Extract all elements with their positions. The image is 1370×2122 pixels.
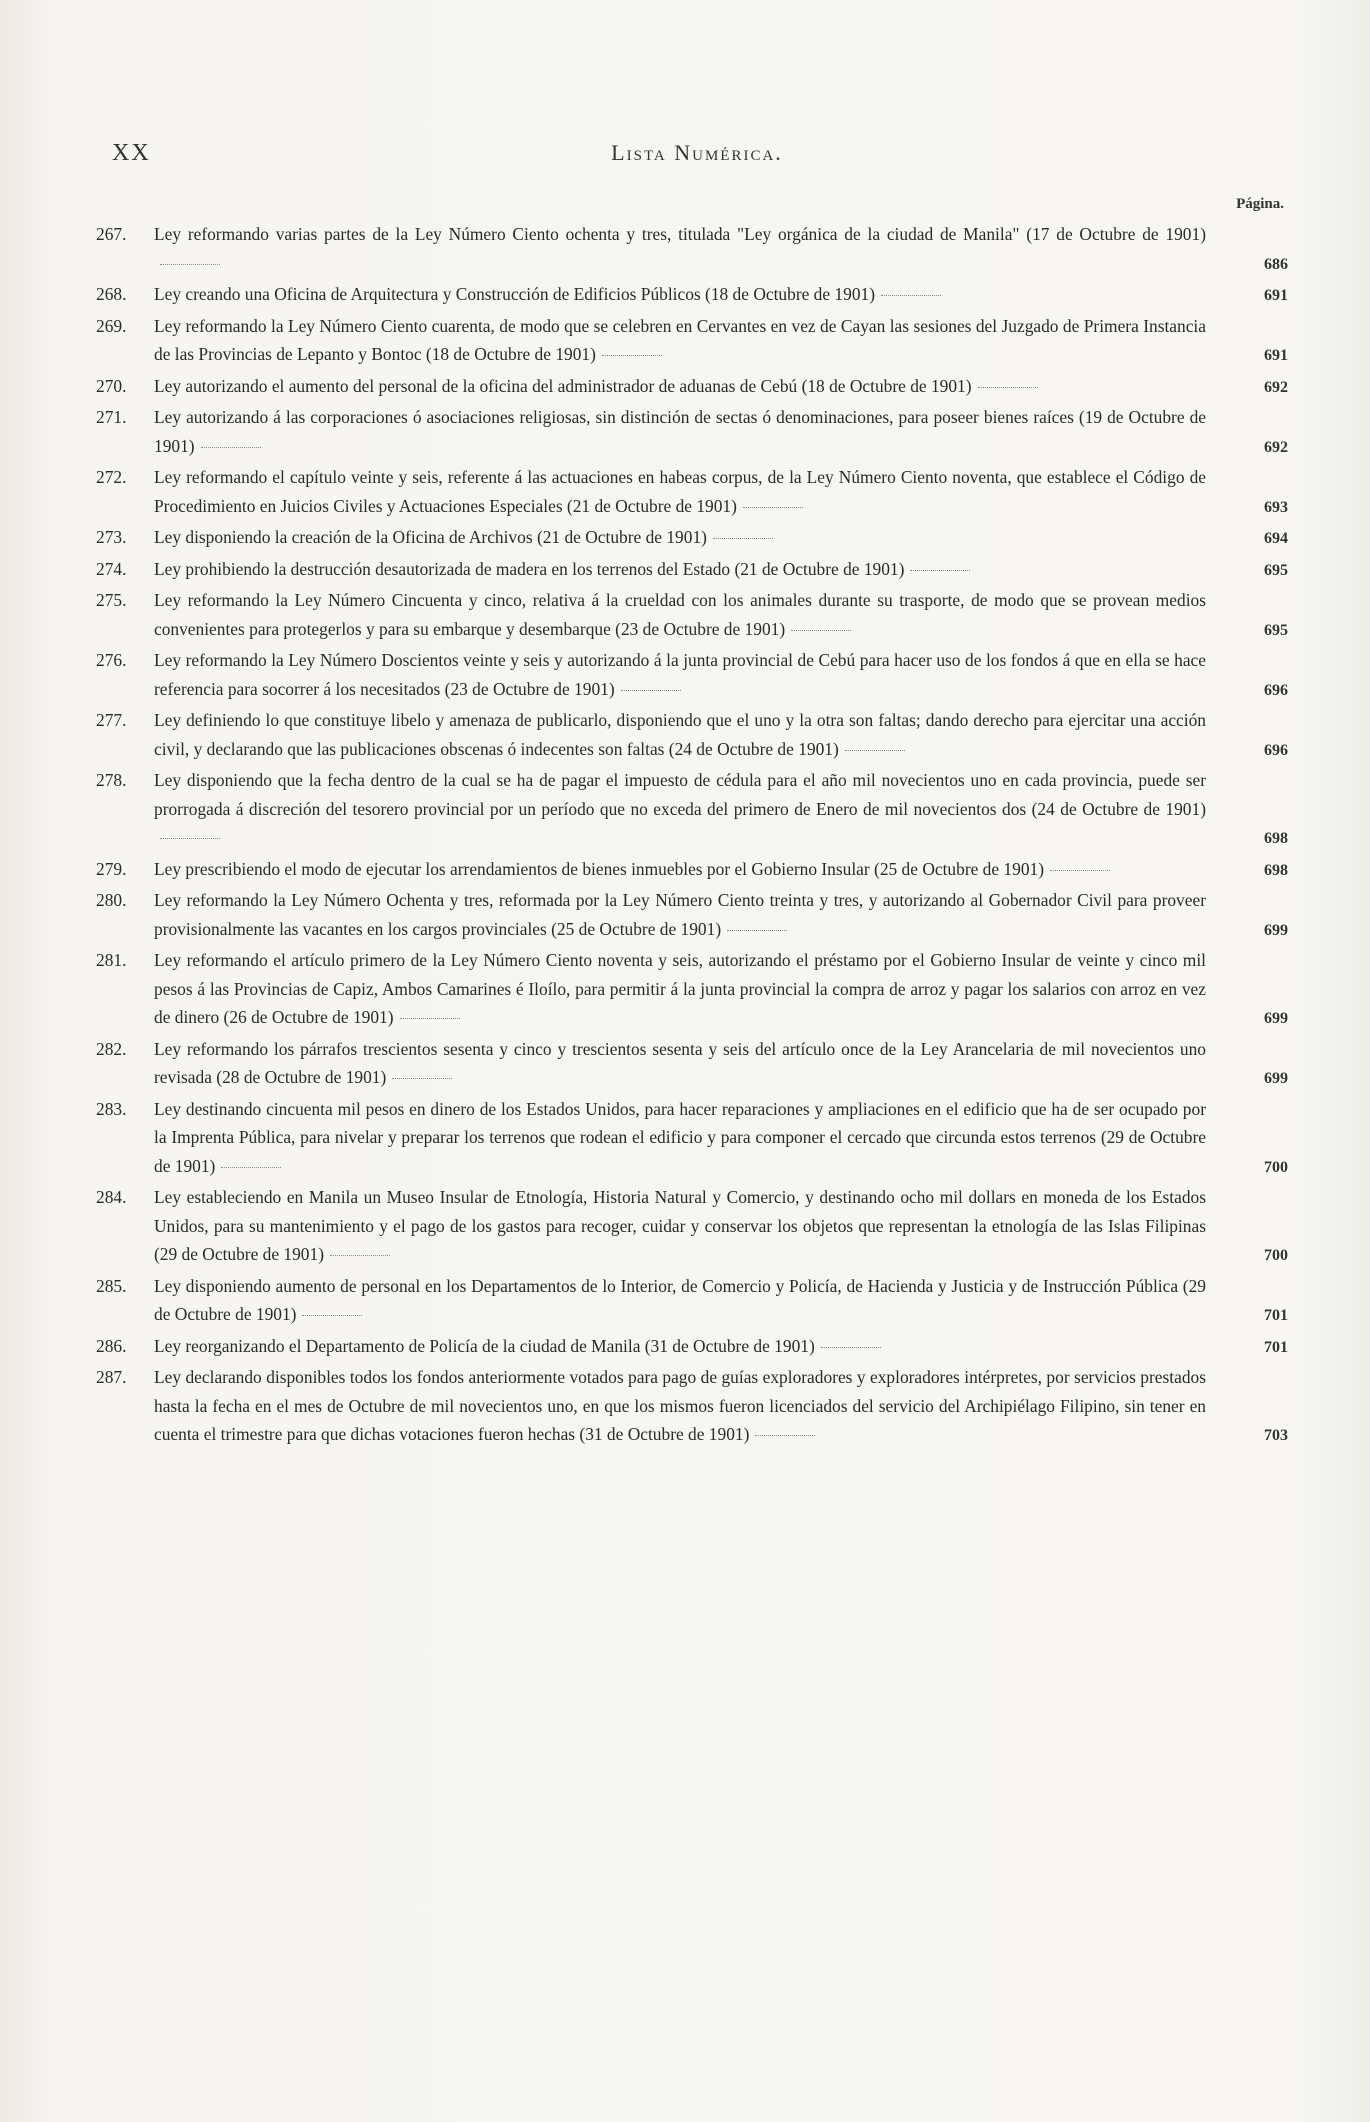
entry-page-number: 699 xyxy=(1264,921,1288,939)
entry-number: 281. xyxy=(96,950,127,970)
entry-text: Ley definiendo lo que constituye libelo y amenaza de publicarlo, disponiendo que el uno y la otra son faltas; dando derecho para ejercitar una acción civil, y declarando que las publicaciones obscenas ó indecentes son faltas (24 de Octubre de 1901) xyxy=(154,710,1206,759)
list-entry xyxy=(96,403,1288,460)
dot-leader xyxy=(621,690,681,691)
dot-leader xyxy=(978,387,1038,388)
list-entry xyxy=(96,1332,1288,1361)
entry-page-number: 692 xyxy=(1264,438,1288,456)
entry-number: 284. xyxy=(96,1187,127,1207)
entry-number: 270. xyxy=(96,375,127,396)
dot-leader xyxy=(160,264,220,265)
entry-page-number: 699 xyxy=(1264,1010,1288,1027)
entry-text: Ley reformando el capítulo veinte y seis, referente á las actuaciones en habeas corpus, de la Ley Número Ciento noventa, que establece el Código de Procedimiento en Juicios Civiles y Actuaciones Especiales (21 de Octubre de 1901) xyxy=(154,467,1206,516)
entry-number: 286. xyxy=(96,1335,127,1356)
dot-leader xyxy=(845,750,905,751)
list-entry xyxy=(96,372,1288,401)
dot-leader xyxy=(221,1167,281,1168)
list-entry xyxy=(96,766,1288,852)
entry-number: 285. xyxy=(96,1275,127,1296)
entry-page-number: 698 xyxy=(1264,861,1288,879)
entry-text: Ley reformando la Ley Número Ochenta y tres, reformada por la Ley Número Ciento treinta y tres, y autorizando al Gobernador Civil para proveer provisionalmente las vacantes en los cargos provinciales (25 de Octubre de 1901) xyxy=(154,890,1206,939)
entry-page-number: 692 xyxy=(1264,378,1288,396)
entry-page-number: 694 xyxy=(1264,530,1288,547)
entry-page-number: 696 xyxy=(1264,681,1288,699)
entry-page-number: 701 xyxy=(1264,1338,1288,1356)
entry-text: Ley disponiendo que la fecha dentro de la cual se ha de pagar el impuesto de cédula para el año mil novecientos uno en cada provincia, puede ser prorrogada á discreción del tesorero provincial por un período que no exceda del primero de Enero de mil novecientos dos (24 de Octubre de 1901) xyxy=(154,770,1206,819)
dot-leader xyxy=(392,1078,452,1079)
dot-leader xyxy=(743,507,803,508)
dot-leader xyxy=(201,447,261,448)
page-column-label: Página. xyxy=(1236,196,1284,212)
list-entry xyxy=(96,1095,1288,1181)
entry-number: 274. xyxy=(96,558,127,579)
list-entry xyxy=(96,220,1288,277)
entry-page-number: 686 xyxy=(1264,255,1288,273)
list-entry xyxy=(96,1272,1288,1329)
entry-text: Ley prescribiendo el modo de ejecutar los arrendamientos de bienes inmuebles por el Gobierno Insular (25 de Octubre de 1901) xyxy=(154,858,1045,879)
dot-leader xyxy=(330,1255,390,1256)
list-entry xyxy=(96,646,1288,703)
list-entry xyxy=(96,280,1288,309)
entry-number: 267. xyxy=(96,224,127,244)
list-entry xyxy=(96,1183,1288,1269)
entry-number: 273. xyxy=(96,527,127,547)
entry-text: Ley reformando el artículo primero de la Ley Número Ciento noventa y seis, autorizando el préstamo por el Gobierno Insular de veinte y cinco mil pesos á las Provincias de Capiz, Ambos Camarines é Iloílo, para permitir á la junta provincial la compra de arroz y pagar los salarios con arroz en vez de dinero (26 de Octubre de 1901) xyxy=(154,950,1206,1027)
dot-leader xyxy=(791,630,851,631)
entry-text: Ley disponiendo la creación de la Oficina de Archivos (21 de Octubre de 1901) xyxy=(154,527,707,547)
list-entry xyxy=(96,555,1288,584)
list-entry xyxy=(96,586,1288,643)
entry-page-number: 691 xyxy=(1264,347,1288,364)
entry-number: 283. xyxy=(96,1098,127,1119)
entry-page-number: 698 xyxy=(1264,830,1288,847)
folio-number: XX xyxy=(112,140,151,166)
entry-number: 279. xyxy=(96,858,127,879)
dot-leader xyxy=(910,570,970,571)
entry-number: 278. xyxy=(96,770,127,790)
entry-text: Ley prohibiendo la destrucción desautorizada de madera en los terrenos del Estado (21 de Octubre de 1901) xyxy=(154,558,905,579)
entry-number: 287. xyxy=(96,1367,127,1387)
entry-text: Ley reformando la Ley Número Doscientos veinte y seis y autorizando á la junta provincial de Cebú para hacer uso de los fondos á que en ella se hace referencia para socorrer á los necesitados (23 de Octubre de 1901) xyxy=(154,650,1206,699)
list-entry xyxy=(96,946,1288,1032)
running-title: Lista Numérica. xyxy=(611,140,783,165)
entry-number: 268. xyxy=(96,284,127,304)
entry-text: Ley reformando los párrafos trescientos sesenta y cinco y trescientos sesenta y seis del artículo once de la Ley Arancelaria de mil novecientos uno revisada (28 de Octubre de 1901) xyxy=(154,1038,1206,1087)
dot-leader xyxy=(302,1315,362,1316)
dot-leader xyxy=(713,538,773,539)
entry-text: Ley reformando la Ley Número Ciento cuarenta, de modo que se celebren en Cervantes en vez de Cayan las sesiones del Juzgado de Primera Instancia de las Provincias de Lepanto y Bontoc (18 de Octubre de 1901) xyxy=(154,315,1206,364)
list-entry xyxy=(96,706,1288,763)
dot-leader xyxy=(400,1018,460,1019)
entry-page-number: 695 xyxy=(1264,561,1288,579)
numbered-list xyxy=(96,220,1288,1452)
list-entry xyxy=(96,1035,1288,1092)
entry-text: Ley autorizando á las corporaciones ó asociaciones religiosas, sin distinción de sectas ó denominaciones, para poseer bienes raíces (19 de Octubre de 1901) xyxy=(154,407,1206,456)
entry-page-number: 693 xyxy=(1264,498,1288,516)
entry-page-number: 691 xyxy=(1264,287,1288,304)
entry-number: 272. xyxy=(96,467,127,487)
entry-number: 280. xyxy=(96,890,127,910)
entry-text: Ley creando una Oficina de Arquitectura y Construcción de Edificios Públicos (18 de Octubre de 1901) xyxy=(154,284,876,304)
entry-number: 282. xyxy=(96,1038,127,1059)
entry-page-number: 696 xyxy=(1264,741,1288,759)
entry-text: Ley disponiendo aumento de personal en los Departamentos de lo Interior, de Comercio y Policía, de Hacienda y Justicia y de Instrucción Pública (29 de Octubre de 1901) xyxy=(154,1275,1206,1324)
entry-page-number: 701 xyxy=(1264,1307,1288,1324)
dot-leader xyxy=(160,838,220,839)
entry-page-number: 699 xyxy=(1264,1070,1288,1087)
list-entry xyxy=(96,855,1288,884)
entry-text: Ley autorizando el aumento del personal de la oficina del administrador de aduanas de Cebú (18 de Octubre de 1901) xyxy=(154,375,972,396)
dot-leader xyxy=(727,930,787,931)
list-entry xyxy=(96,312,1288,369)
list-entry xyxy=(96,463,1288,520)
entry-text: Ley reorganizando el Departamento de Policía de la ciudad de Manila (31 de Octubre de 1901) xyxy=(154,1335,815,1356)
entry-text: Ley declarando disponibles todos los fondos anteriormente votados para pago de guías exploradores y exploradores intérpretes, por servicios prestados hasta la fecha en el mes de Octubre de mil novecientos uno, en que los mismos fueron licenciados del servicio del Archipiélago Filipino, sin tener en cuenta el trimestre para que dichas votaciones fueron hechas (31 de Octubre de 1901) xyxy=(154,1367,1206,1444)
dot-leader xyxy=(1050,870,1110,871)
entry-text: Ley reformando varias partes de la Ley Número Ciento ochenta y tres, titulada "Ley orgánica de la ciudad de Manila" (17 de Octubre de 1901) xyxy=(154,224,1206,244)
entry-text: Ley destinando cincuenta mil pesos en dinero de los Estados Unidos, para hacer reparaciones y ampliaciones en el edificio que ha de ser ocupado por la Imprenta Pública, para nivelar y preparar los terrenos que rodean el edificio y para componer el cercado que circunda estos terrenos (29 de Octubre de 1901) xyxy=(154,1098,1206,1176)
dot-leader xyxy=(602,355,662,356)
entry-text: Ley reformando la Ley Número Cincuenta y cinco, relativa á la crueldad con los animales durante su trasporte, de modo que se provean medios convenientes para protegerlos y para su embarque y desembarque (23 de Octubre de 1901) xyxy=(154,590,1206,639)
list-entry xyxy=(96,886,1288,943)
entry-number: 276. xyxy=(96,650,127,670)
list-entry xyxy=(96,1363,1288,1449)
entry-number: 275. xyxy=(96,590,127,610)
dot-leader xyxy=(881,295,941,296)
dot-leader xyxy=(821,1347,881,1348)
entry-page-number: 700 xyxy=(1264,1247,1288,1264)
entry-page-number: 695 xyxy=(1264,621,1288,639)
entry-page-number: 700 xyxy=(1264,1158,1288,1176)
entry-page-number: 703 xyxy=(1264,1427,1288,1444)
entry-number: 277. xyxy=(96,710,127,730)
entry-number: 271. xyxy=(96,407,127,427)
dot-leader xyxy=(755,1435,815,1436)
page-header xyxy=(112,140,1282,180)
entry-number: 269. xyxy=(96,315,127,336)
entry-text: Ley estableciendo en Manila un Museo Insular de Etnología, Historia Natural y Comercio, y destinando ocho mil dollars en moneda de los Estados Unidos, para su mantenimiento y el pago de los gastos para recoger, cuidar y conservar los objetos que representan la etnología de las Islas Filipinas (29 de Octubre de 1901) xyxy=(154,1187,1206,1264)
list-entry xyxy=(96,523,1288,552)
